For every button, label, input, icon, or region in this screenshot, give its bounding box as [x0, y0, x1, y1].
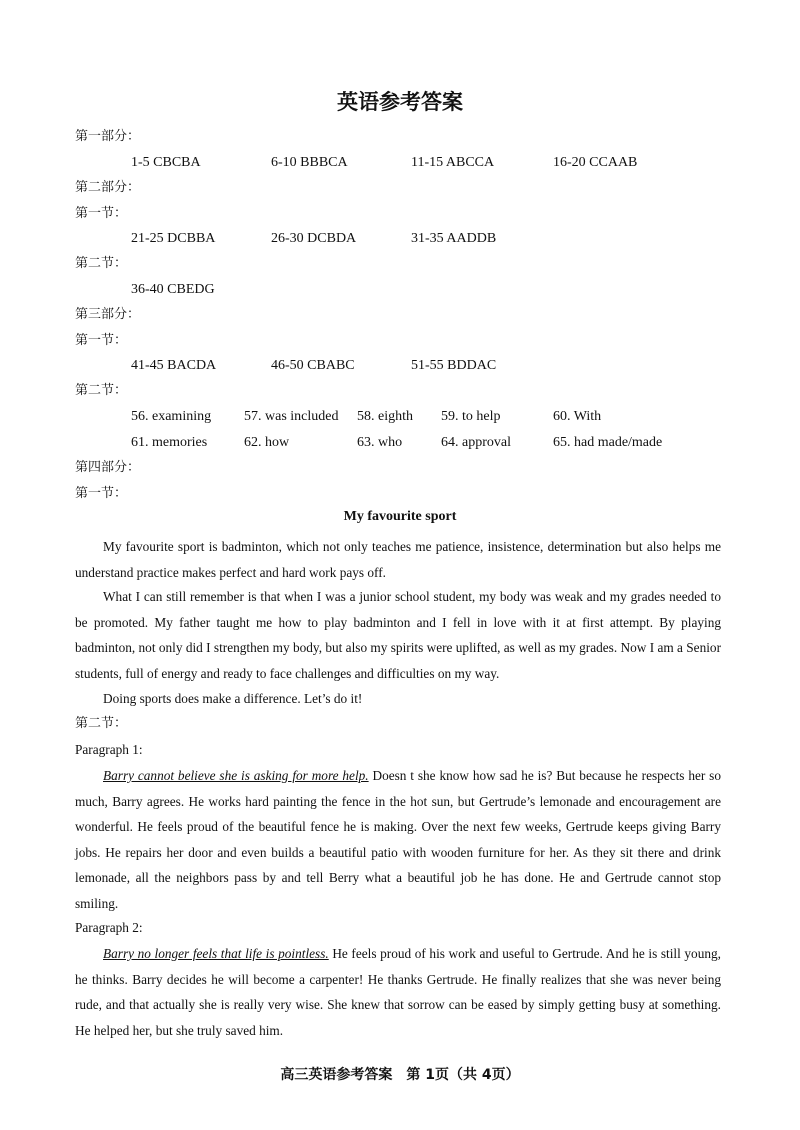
essay-title: My favourite sport [343, 509, 457, 524]
answer-group: 46-50 CBABC [271, 358, 355, 373]
essay-paragraph-2: What I can still remember is that when I was a junior school student, my body was weak and my grades needed to be promoted. My father taught me how to play badminton and I fell in love with it at first attempt. By playing badminton, not only did I strengthen my body, but also my spirits were uplifted, as well as my grades. Now I am a Senior students, full of energy and ready to face challenges and difficulties on my way. [75, 589, 721, 681]
answer-item: 62. how [244, 435, 290, 450]
answer-item: 56. examining [131, 409, 212, 424]
page-footer: 高三英语参考答案 第 1页（共 4页） [280, 1067, 520, 1083]
answer-group: 1-5 CBCBA [131, 155, 201, 170]
answer-item: 64. approval [441, 435, 511, 450]
part4-section2-label: 第二节： [75, 716, 128, 731]
continuation-paragraph-1 [75, 763, 721, 916]
answer-item: 65. had made/made [553, 435, 663, 450]
answer-group: 41-45 BACDA [131, 358, 217, 373]
answer-item: 57. was included [244, 409, 339, 424]
paragraph1-opening-sentence: Barry cannot believe she is asking for more help. [103, 768, 369, 783]
answer-group: 21-25 DCBBA [131, 231, 216, 246]
paragraph2-label: Paragraph 2: [75, 920, 143, 935]
part2-section2-label: 第二节： [75, 256, 128, 271]
answer-item: 59. to help [441, 409, 501, 424]
answer-item: 61. memories [131, 435, 208, 450]
part4-label: 第四部分： [75, 460, 141, 475]
answer-group: 6-10 BBBCA [271, 155, 348, 170]
page-title: 英语参考答案 [337, 90, 463, 114]
continuation-paragraph-2 [75, 941, 721, 1043]
paragraph2-body: He feels proud of his work and useful to Gertrude. And he is still young, he thinks. Barry decides he will become a carpenter! He thanks Gertrude. He finally realizes that she was never being rude, and that actually she is really very wise. She knew that sorrow can be eased by simply getting busy at something. He helped her, but she truly saved him. [75, 946, 721, 1038]
answer-group: 16-20 CCAAB [553, 155, 638, 170]
part3-section2-label: 第二节： [75, 383, 128, 398]
part4-section1-label: 第一节： [75, 486, 128, 501]
answer-group: 51-55 BDDAC [411, 358, 497, 373]
answer-group: 31-35 AADDB [411, 231, 497, 246]
answer-group: 11-15 ABCCA [411, 155, 495, 170]
essay-paragraph-3: Doing sports does make a difference. Let’s do it! [103, 691, 363, 706]
paragraph1-body: Doesn t she know how sad he is? But because he respects her so much, Barry agrees. He works hard painting the fence in the hot sun, but Gertrude’s lemonade and encouragement are wonderful. He feels proud of the beautiful fence he is making. Over the next few weeks, Gertrude keeps giving Barry jobs. He repairs her door and even builds a beautiful patio with wooden furniture for her. As they sit there and drink lemonade, all the neighbors pass by and tell Berry what a beautiful job he has done. He and Gertrude cannot stop smiling. [75, 768, 721, 911]
part1-label: 第一部分： [75, 129, 141, 144]
paragraph1-label: Paragraph 1: [75, 742, 143, 757]
answer-group: 36-40 CBEDG [131, 282, 215, 297]
answer-item: 58. eighth [357, 409, 413, 424]
part3-section1-label: 第一节： [75, 333, 128, 348]
answer-group: 26-30 DCBDA [271, 231, 357, 246]
answer-item: 60. With [553, 409, 602, 424]
answer-item: 63. who [357, 435, 403, 450]
part2-section1-label: 第一节： [75, 206, 128, 221]
part3-label: 第三部分： [75, 307, 141, 322]
part2-label: 第二部分： [75, 180, 141, 195]
essay-paragraph-1: My favourite sport is badminton, which not only teaches me patience, insistence, determination but also helps me understand practice makes perfect and hard work pays off. [75, 539, 721, 580]
paragraph2-opening-sentence: Barry no longer feels that life is pointless. [103, 946, 329, 961]
